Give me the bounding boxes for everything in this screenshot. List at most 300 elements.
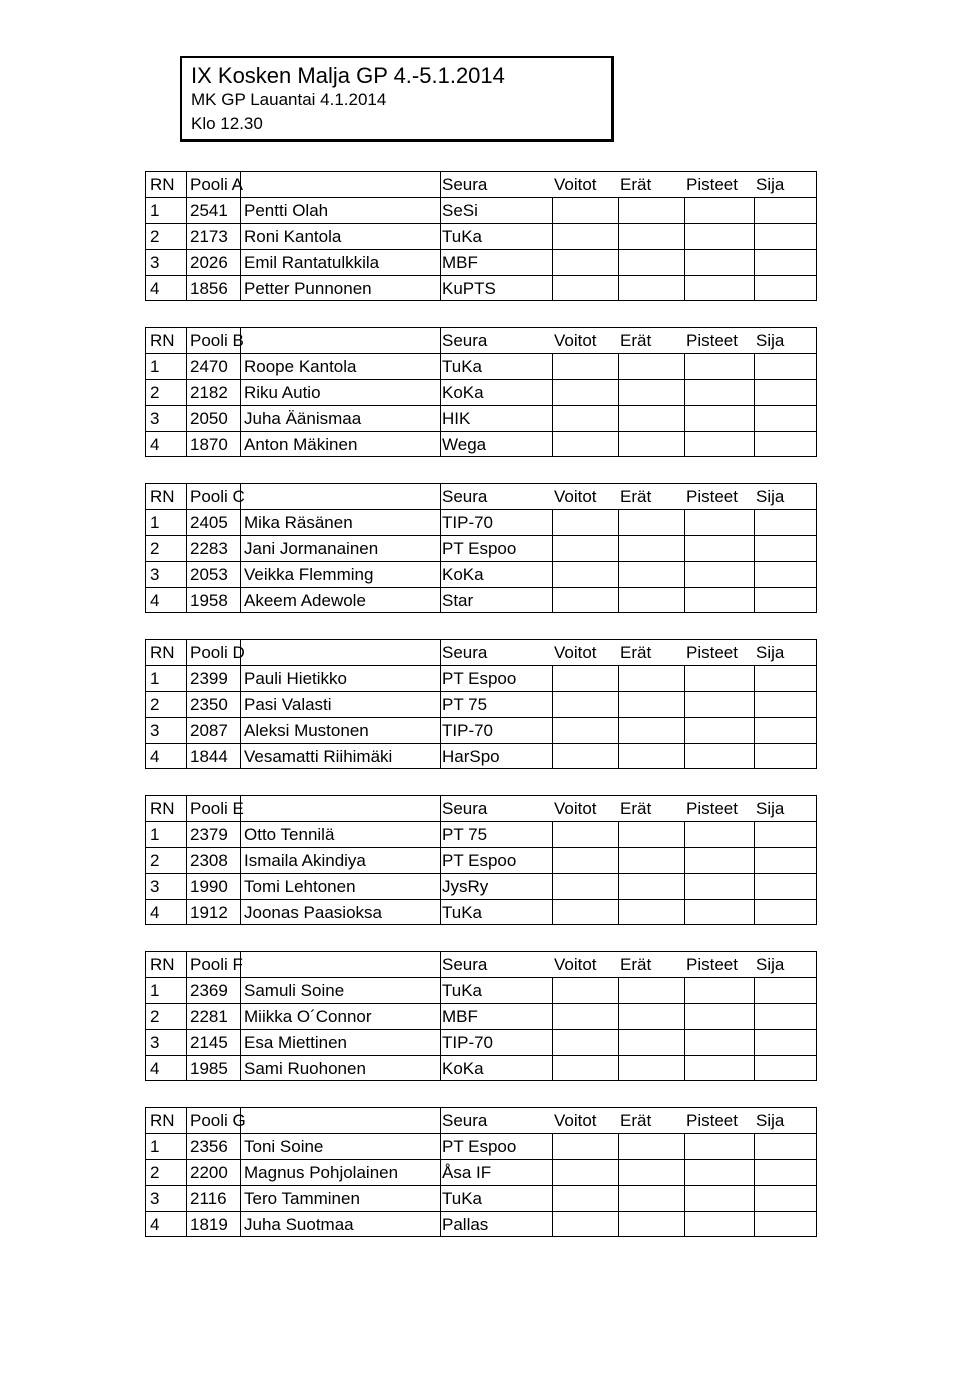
result-pisteet-cell xyxy=(686,718,752,744)
result-sija-cell xyxy=(756,900,812,926)
result-pisteet-cell xyxy=(686,1056,752,1082)
table-row xyxy=(146,510,816,536)
result-pisteet-cell xyxy=(686,276,752,302)
table-row xyxy=(146,822,816,848)
player-name: Aleksi Mustonen xyxy=(244,721,369,740)
player-club: KoKa xyxy=(442,383,484,402)
result-sija-cell xyxy=(756,406,812,432)
result-voitot-cell xyxy=(554,874,616,900)
player-rn: 2 xyxy=(150,695,160,714)
column-header-erat: Erät xyxy=(620,331,652,350)
result-pisteet-cell xyxy=(686,822,752,848)
pool-header-row xyxy=(146,1108,816,1134)
player-club: KuPTS xyxy=(442,279,496,298)
table-row xyxy=(146,276,816,302)
player-club: TIP-70 xyxy=(442,1033,494,1052)
result-voitot-cell xyxy=(554,406,616,432)
player-club: PT Espoo xyxy=(442,851,517,870)
result-sija-cell xyxy=(756,1160,812,1186)
result-erat-cell xyxy=(620,1056,680,1082)
column-header-club: Seura xyxy=(442,331,488,350)
result-voitot-cell xyxy=(554,744,616,770)
result-sija-cell xyxy=(756,432,812,458)
pool-name: Pooli E xyxy=(190,799,244,818)
tournament-title-box xyxy=(180,56,614,142)
result-voitot-cell xyxy=(554,1004,616,1030)
pool-name: Pooli A xyxy=(190,175,243,194)
player-rating: 2541 xyxy=(190,201,228,220)
column-header-rn: RN xyxy=(150,799,175,818)
column-header-pisteet: Pisteet xyxy=(686,1111,738,1130)
player-club: Åsa IF xyxy=(442,1163,492,1182)
pool-header-row xyxy=(146,796,816,822)
table-row xyxy=(146,250,816,276)
player-name: Miikka O´Connor xyxy=(244,1007,372,1026)
player-name: Pauli Hietikko xyxy=(244,669,347,688)
result-erat-cell xyxy=(620,822,680,848)
result-erat-cell xyxy=(620,692,680,718)
player-club: PT Espoo xyxy=(442,1137,517,1156)
result-sija-cell xyxy=(756,510,812,536)
table-row xyxy=(146,432,816,458)
table-row xyxy=(146,692,816,718)
result-pisteet-cell xyxy=(686,1186,752,1212)
result-sija-cell xyxy=(756,198,812,224)
result-sija-cell xyxy=(756,276,812,302)
result-erat-cell xyxy=(620,744,680,770)
player-rating: 2173 xyxy=(190,227,228,246)
result-voitot-cell xyxy=(554,588,616,614)
player-name: Esa Miettinen xyxy=(244,1033,347,1052)
player-rating: 1958 xyxy=(190,591,228,610)
player-club: Star xyxy=(442,591,474,610)
player-rn: 1 xyxy=(150,357,160,376)
player-rating: 2026 xyxy=(190,253,228,272)
column-header-rn: RN xyxy=(150,643,175,662)
player-name: Sami Ruohonen xyxy=(244,1059,366,1078)
player-rn: 3 xyxy=(150,409,160,428)
player-rn: 2 xyxy=(150,1007,160,1026)
column-header-voitot: Voitot xyxy=(554,175,597,194)
pool-table xyxy=(145,171,817,301)
result-erat-cell xyxy=(620,562,680,588)
player-name: Juha Suotmaa xyxy=(244,1215,354,1234)
result-voitot-cell xyxy=(554,822,616,848)
result-erat-cell xyxy=(620,666,680,692)
result-sija-cell xyxy=(756,978,812,1004)
player-name: Magnus Pohjolainen xyxy=(244,1163,399,1182)
result-pisteet-cell xyxy=(686,1160,752,1186)
result-pisteet-cell xyxy=(686,900,752,926)
player-name: Samuli Soine xyxy=(244,981,345,1000)
result-sija-cell xyxy=(756,1004,812,1030)
result-erat-cell xyxy=(620,432,680,458)
result-voitot-cell xyxy=(554,978,616,1004)
player-rating: 2182 xyxy=(190,383,228,402)
player-name: Tomi Lehtonen xyxy=(244,877,356,896)
event-subtitle: MK GP Lauantai 4.1.2014 xyxy=(191,90,387,109)
player-name: Riku Autio xyxy=(244,383,321,402)
column-header-sija: Sija xyxy=(756,487,785,506)
result-pisteet-cell xyxy=(686,198,752,224)
player-club: TIP-70 xyxy=(442,721,494,740)
result-sija-cell xyxy=(756,1030,812,1056)
player-rn: 1 xyxy=(150,513,160,532)
player-rn: 1 xyxy=(150,981,160,1000)
result-erat-cell xyxy=(620,1134,680,1160)
result-erat-cell xyxy=(620,276,680,302)
player-rn: 4 xyxy=(150,435,160,454)
player-club: TuKa xyxy=(442,357,483,376)
player-club: TuKa xyxy=(442,981,483,1000)
column-header-erat: Erät xyxy=(620,955,652,974)
result-sija-cell xyxy=(756,692,812,718)
player-club: PT 75 xyxy=(442,695,488,714)
player-name: Akeem Adewole xyxy=(244,591,366,610)
result-erat-cell xyxy=(620,536,680,562)
player-name: Toni Soine xyxy=(244,1137,324,1156)
column-header-rn: RN xyxy=(150,175,175,194)
player-rn: 3 xyxy=(150,1189,160,1208)
player-name: Otto Tennilä xyxy=(244,825,335,844)
result-sija-cell xyxy=(756,536,812,562)
table-row xyxy=(146,380,816,406)
result-voitot-cell xyxy=(554,666,616,692)
player-rating: 2283 xyxy=(190,539,228,558)
player-rn: 4 xyxy=(150,1215,160,1234)
column-header-sija: Sija xyxy=(756,955,785,974)
column-header-voitot: Voitot xyxy=(554,643,597,662)
pool-name: Pooli C xyxy=(190,487,245,506)
result-erat-cell xyxy=(620,198,680,224)
result-pisteet-cell xyxy=(686,536,752,562)
result-erat-cell xyxy=(620,380,680,406)
pool-header-row xyxy=(146,640,816,666)
player-rn: 1 xyxy=(150,201,160,220)
player-rating: 2470 xyxy=(190,357,228,376)
player-name: Ismaila Akindiya xyxy=(244,851,366,870)
result-pisteet-cell xyxy=(686,354,752,380)
player-name: Roni Kantola xyxy=(244,227,342,246)
player-rn: 1 xyxy=(150,669,160,688)
result-pisteet-cell xyxy=(686,666,752,692)
result-voitot-cell xyxy=(554,1134,616,1160)
player-rating: 2405 xyxy=(190,513,228,532)
column-header-erat: Erät xyxy=(620,1111,652,1130)
table-row xyxy=(146,874,816,900)
result-erat-cell xyxy=(620,848,680,874)
player-rn: 4 xyxy=(150,279,160,298)
player-club: JysRy xyxy=(442,877,489,896)
result-voitot-cell xyxy=(554,718,616,744)
column-header-rn: RN xyxy=(150,955,175,974)
column-header-voitot: Voitot xyxy=(554,331,597,350)
player-rating: 2116 xyxy=(190,1189,227,1208)
result-erat-cell xyxy=(620,1160,680,1186)
result-pisteet-cell xyxy=(686,250,752,276)
table-row xyxy=(146,666,816,692)
player-rn: 3 xyxy=(150,1033,160,1052)
player-rating: 2356 xyxy=(190,1137,228,1156)
table-row xyxy=(146,718,816,744)
result-sija-cell xyxy=(756,666,812,692)
player-rn: 2 xyxy=(150,383,160,402)
result-voitot-cell xyxy=(554,1030,616,1056)
player-name: Joonas Paasioksa xyxy=(244,903,382,922)
player-rating: 1985 xyxy=(190,1059,228,1078)
pool-name: Pooli G xyxy=(190,1111,246,1130)
pool-name: Pooli D xyxy=(190,643,245,662)
result-erat-cell xyxy=(620,978,680,1004)
pool-table xyxy=(145,327,817,457)
result-sija-cell xyxy=(756,354,812,380)
result-sija-cell xyxy=(756,718,812,744)
table-row xyxy=(146,354,816,380)
column-header-sija: Sija xyxy=(756,331,785,350)
player-rating: 2087 xyxy=(190,721,228,740)
player-club: Wega xyxy=(442,435,487,454)
pool-header-row xyxy=(146,484,816,510)
table-row xyxy=(146,900,816,926)
result-erat-cell xyxy=(620,1212,680,1238)
result-pisteet-cell xyxy=(686,1004,752,1030)
column-header-pisteet: Pisteet xyxy=(686,175,738,194)
column-header-club: Seura xyxy=(442,799,488,818)
player-rn: 2 xyxy=(150,1163,160,1182)
result-voitot-cell xyxy=(554,1056,616,1082)
column-header-club: Seura xyxy=(442,1111,488,1130)
player-rn: 3 xyxy=(150,253,160,272)
player-name: Petter Punnonen xyxy=(244,279,372,298)
pool-header-row xyxy=(146,328,816,354)
result-pisteet-cell xyxy=(686,510,752,536)
result-erat-cell xyxy=(620,718,680,744)
table-row xyxy=(146,1160,816,1186)
result-pisteet-cell xyxy=(686,406,752,432)
result-pisteet-cell xyxy=(686,380,752,406)
result-pisteet-cell xyxy=(686,1134,752,1160)
column-header-voitot: Voitot xyxy=(554,487,597,506)
table-row xyxy=(146,562,816,588)
pool-table xyxy=(145,951,817,1081)
column-header-club: Seura xyxy=(442,955,488,974)
result-sija-cell xyxy=(756,874,812,900)
player-rn: 3 xyxy=(150,877,160,896)
result-voitot-cell xyxy=(554,198,616,224)
column-header-erat: Erät xyxy=(620,799,652,818)
result-voitot-cell xyxy=(554,432,616,458)
result-sija-cell xyxy=(756,588,812,614)
table-row xyxy=(146,978,816,1004)
table-row xyxy=(146,1212,816,1238)
result-pisteet-cell xyxy=(686,432,752,458)
player-rating: 1844 xyxy=(190,747,228,766)
result-pisteet-cell xyxy=(686,692,752,718)
result-pisteet-cell xyxy=(686,874,752,900)
result-voitot-cell xyxy=(554,1212,616,1238)
player-rn: 4 xyxy=(150,591,160,610)
player-rating: 2200 xyxy=(190,1163,228,1182)
player-club: MBF xyxy=(442,253,478,272)
player-rn: 4 xyxy=(150,1059,160,1078)
table-row xyxy=(146,198,816,224)
player-rating: 2145 xyxy=(190,1033,228,1052)
player-name: Pasi Valasti xyxy=(244,695,332,714)
player-name: Pentti Olah xyxy=(244,201,329,220)
player-rn: 4 xyxy=(150,747,160,766)
result-erat-cell xyxy=(620,900,680,926)
player-name: Vesamatti Riihimäki xyxy=(244,747,393,766)
player-club: MBF xyxy=(442,1007,478,1026)
column-header-sija: Sija xyxy=(756,643,785,662)
column-header-pisteet: Pisteet xyxy=(686,955,738,974)
player-name: Juha Äänismaa xyxy=(244,409,362,428)
result-erat-cell xyxy=(620,588,680,614)
table-row xyxy=(146,406,816,432)
result-pisteet-cell xyxy=(686,744,752,770)
player-name: Mika Räsänen xyxy=(244,513,353,532)
result-erat-cell xyxy=(620,1186,680,1212)
player-rating: 2379 xyxy=(190,825,228,844)
result-voitot-cell xyxy=(554,380,616,406)
player-rating: 2053 xyxy=(190,565,228,584)
player-club: TuKa xyxy=(442,1189,483,1208)
player-rating: 1990 xyxy=(190,877,228,896)
pool-table xyxy=(145,483,817,613)
player-rn: 2 xyxy=(150,539,160,558)
table-row xyxy=(146,1056,816,1082)
column-header-rn: RN xyxy=(150,1111,175,1130)
result-erat-cell xyxy=(620,1004,680,1030)
result-sija-cell xyxy=(756,1056,812,1082)
result-sija-cell xyxy=(756,744,812,770)
player-rating: 1870 xyxy=(190,435,228,454)
column-header-voitot: Voitot xyxy=(554,1111,597,1130)
result-sija-cell xyxy=(756,822,812,848)
player-rating: 2350 xyxy=(190,695,228,714)
player-rn: 4 xyxy=(150,903,160,922)
pool-table xyxy=(145,639,817,769)
player-club: TIP-70 xyxy=(442,513,494,532)
result-voitot-cell xyxy=(554,562,616,588)
result-pisteet-cell xyxy=(686,1030,752,1056)
start-time: Klo 12.30 xyxy=(191,114,263,133)
pool-header-row xyxy=(146,172,816,198)
player-rn: 3 xyxy=(150,565,160,584)
result-sija-cell xyxy=(756,1186,812,1212)
table-row xyxy=(146,1030,816,1056)
column-header-pisteet: Pisteet xyxy=(686,643,738,662)
column-header-rn: RN xyxy=(150,487,175,506)
player-club: HIK xyxy=(442,409,471,428)
pool-name: Pooli F xyxy=(190,955,243,974)
player-rn: 3 xyxy=(150,721,160,740)
column-header-club: Seura xyxy=(442,487,488,506)
player-club: HarSpo xyxy=(442,747,500,766)
column-header-club: Seura xyxy=(442,175,488,194)
result-sija-cell xyxy=(756,848,812,874)
player-rating: 2369 xyxy=(190,981,228,1000)
column-header-erat: Erät xyxy=(620,643,652,662)
result-sija-cell xyxy=(756,250,812,276)
result-erat-cell xyxy=(620,224,680,250)
result-sija-cell xyxy=(756,1134,812,1160)
player-name: Jani Jormanainen xyxy=(244,539,379,558)
table-row xyxy=(146,848,816,874)
pool-header-row xyxy=(146,952,816,978)
result-pisteet-cell xyxy=(686,588,752,614)
column-header-erat: Erät xyxy=(620,175,652,194)
result-sija-cell xyxy=(756,380,812,406)
result-pisteet-cell xyxy=(686,562,752,588)
table-row xyxy=(146,224,816,250)
tournament-title: IX Kosken Malja GP 4.-5.1.2014 xyxy=(191,63,505,88)
player-name: Emil Rantatulkkila xyxy=(244,253,380,272)
result-erat-cell xyxy=(620,874,680,900)
result-voitot-cell xyxy=(554,354,616,380)
result-voitot-cell xyxy=(554,900,616,926)
player-club: PT Espoo xyxy=(442,669,517,688)
player-rn: 1 xyxy=(150,1137,160,1156)
result-voitot-cell xyxy=(554,692,616,718)
player-name: Veikka Flemming xyxy=(244,565,374,584)
result-voitot-cell xyxy=(554,510,616,536)
player-rating: 2399 xyxy=(190,669,228,688)
column-header-pisteet: Pisteet xyxy=(686,487,738,506)
column-header-rn: RN xyxy=(150,331,175,350)
column-header-club: Seura xyxy=(442,643,488,662)
player-club: KoKa xyxy=(442,565,484,584)
result-voitot-cell xyxy=(554,848,616,874)
table-row xyxy=(146,1004,816,1030)
result-erat-cell xyxy=(620,354,680,380)
pool-table xyxy=(145,795,817,925)
result-erat-cell xyxy=(620,1030,680,1056)
result-sija-cell xyxy=(756,224,812,250)
column-header-pisteet: Pisteet xyxy=(686,799,738,818)
table-row xyxy=(146,1134,816,1160)
result-sija-cell xyxy=(756,562,812,588)
player-club: KoKa xyxy=(442,1059,484,1078)
player-club: TuKa xyxy=(442,227,483,246)
player-rating: 2281 xyxy=(190,1007,228,1026)
player-name: Anton Mäkinen xyxy=(244,435,358,454)
player-rating: 1912 xyxy=(190,903,228,922)
player-rating: 1856 xyxy=(190,279,228,298)
player-club: Pallas xyxy=(442,1215,489,1234)
result-pisteet-cell xyxy=(686,848,752,874)
result-erat-cell xyxy=(620,406,680,432)
pool-table xyxy=(145,1107,817,1237)
column-header-sija: Sija xyxy=(756,1111,785,1130)
result-voitot-cell xyxy=(554,250,616,276)
table-row xyxy=(146,744,816,770)
result-voitot-cell xyxy=(554,1186,616,1212)
result-voitot-cell xyxy=(554,1160,616,1186)
table-row xyxy=(146,588,816,614)
result-pisteet-cell xyxy=(686,1212,752,1238)
player-rating: 2050 xyxy=(190,409,228,428)
result-pisteet-cell xyxy=(686,978,752,1004)
result-sija-cell xyxy=(756,1212,812,1238)
pool-name: Pooli B xyxy=(190,331,244,350)
result-voitot-cell xyxy=(554,224,616,250)
player-club: PT Espoo xyxy=(442,539,517,558)
result-pisteet-cell xyxy=(686,224,752,250)
table-row xyxy=(146,536,816,562)
player-name: Tero Tamminen xyxy=(244,1189,360,1208)
column-header-sija: Sija xyxy=(756,799,785,818)
